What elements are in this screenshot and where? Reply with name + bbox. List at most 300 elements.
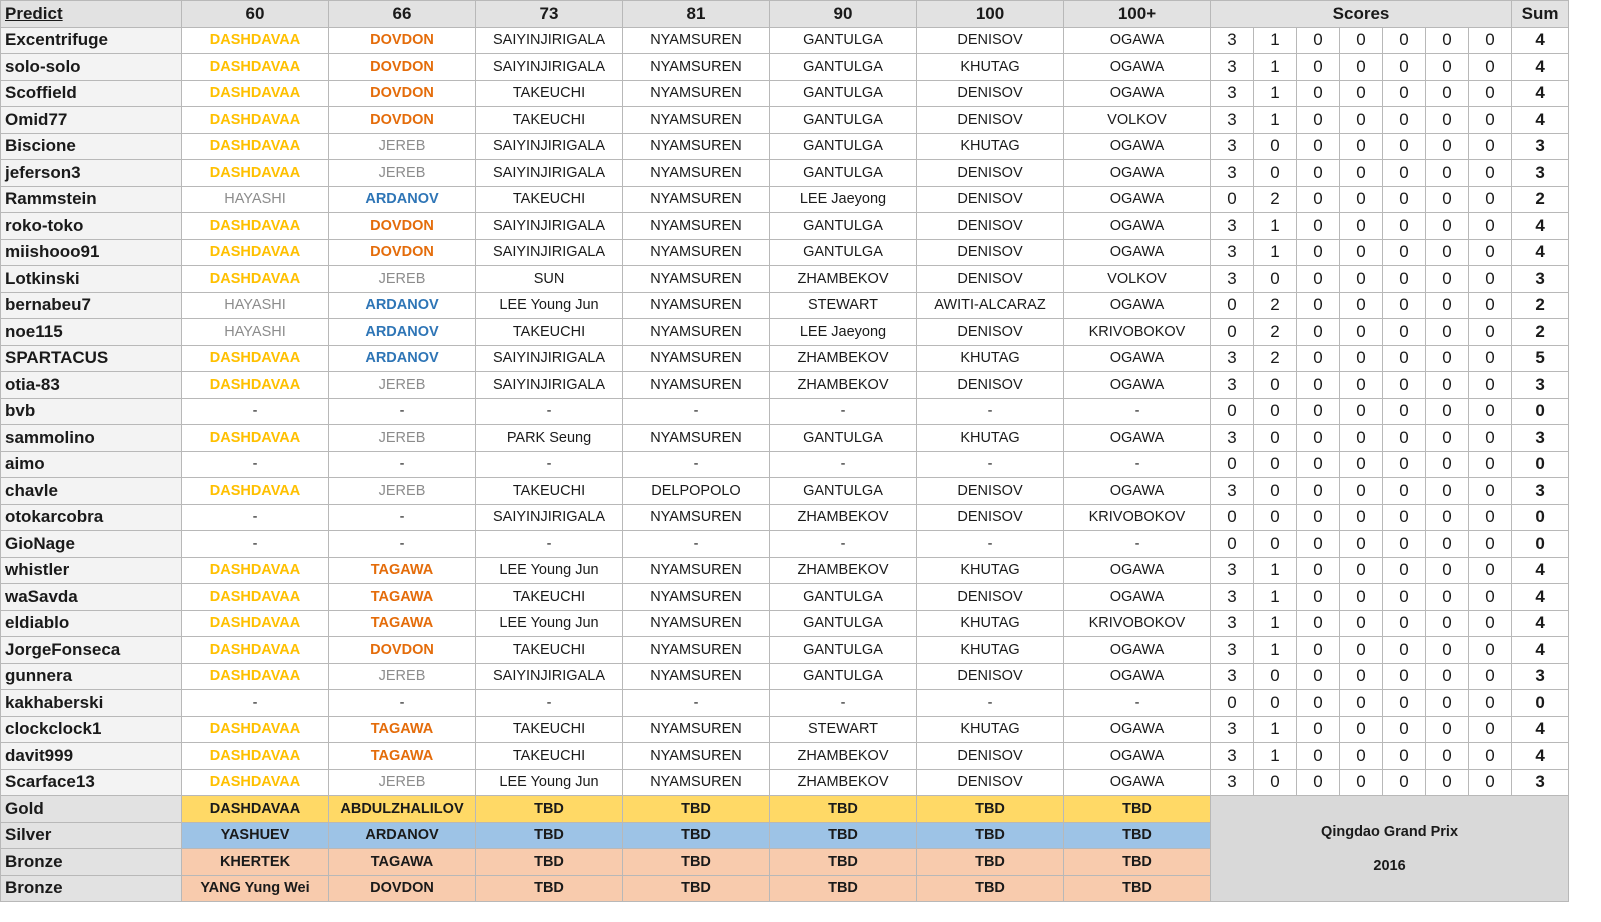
score-cell: 3	[1211, 160, 1254, 187]
score-cell: 0	[1340, 584, 1383, 611]
score-cell: 0	[1297, 769, 1340, 796]
sum-cell: 2	[1512, 292, 1569, 319]
predictor-name: sammolino	[1, 425, 182, 452]
prediction-row	[1, 266, 1569, 293]
score-cell: 0	[1469, 690, 1512, 717]
pick-cell: DASHDAVAA	[182, 610, 329, 637]
sum-cell: 3	[1512, 663, 1569, 690]
score-cell: 0	[1383, 266, 1426, 293]
medal-result-cell: TBD	[623, 822, 770, 849]
pick-cell: AWITI-ALCARAZ	[917, 292, 1064, 319]
sum-cell: 4	[1512, 107, 1569, 134]
score-cell: 0	[1340, 54, 1383, 81]
score-cell: 0	[1426, 584, 1469, 611]
pick-cell: ZHAMBEKOV	[770, 743, 917, 770]
header-row	[1, 1, 1569, 28]
medal-result-cell: TBD	[770, 796, 917, 823]
prediction-row	[1, 27, 1569, 54]
score-cell: 1	[1254, 213, 1297, 240]
prediction-row	[1, 160, 1569, 187]
score-cell: 0	[1383, 425, 1426, 452]
medal-result-cell: TBD	[917, 796, 1064, 823]
pick-cell: DENISOV	[917, 504, 1064, 531]
score-cell: 0	[1340, 107, 1383, 134]
sum-cell: 0	[1512, 398, 1569, 425]
score-cell: 0	[1383, 610, 1426, 637]
score-cell: 0	[1340, 292, 1383, 319]
score-cell: 0	[1254, 663, 1297, 690]
pick-cell: -	[623, 398, 770, 425]
sum-cell: 2	[1512, 319, 1569, 346]
pick-cell: NYAMSUREN	[623, 292, 770, 319]
pick-cell: SAIYINJIRIGALA	[476, 133, 623, 160]
score-cell: 0	[1383, 584, 1426, 611]
score-cell: 0	[1340, 769, 1383, 796]
medal-result-cell: KHERTEK	[182, 849, 329, 876]
score-cell: 0	[1426, 557, 1469, 584]
pick-cell: DASHDAVAA	[182, 266, 329, 293]
sum-cell: 4	[1512, 716, 1569, 743]
score-cell: 0	[1340, 372, 1383, 399]
score-cell: 0	[1383, 80, 1426, 107]
score-cell: 0	[1383, 107, 1426, 134]
score-cell: 1	[1254, 27, 1297, 54]
sum-cell: 3	[1512, 425, 1569, 452]
pick-cell: NYAMSUREN	[623, 557, 770, 584]
pick-cell: DASHDAVAA	[182, 637, 329, 664]
pick-cell: JEREB	[329, 372, 476, 399]
sum-cell: 4	[1512, 80, 1569, 107]
score-cell: 0	[1340, 478, 1383, 505]
score-cell: 0	[1297, 531, 1340, 558]
pick-cell: ZHAMBEKOV	[770, 557, 917, 584]
pick-cell: DENISOV	[917, 213, 1064, 240]
score-cell: 0	[1297, 716, 1340, 743]
score-cell: 1	[1254, 584, 1297, 611]
pick-cell: TAGAWA	[329, 610, 476, 637]
sum-cell: 5	[1512, 345, 1569, 372]
predictor-name: Lotkinski	[1, 266, 182, 293]
sum-cell: 4	[1512, 610, 1569, 637]
pick-cell: -	[182, 690, 329, 717]
prediction-row	[1, 80, 1569, 107]
score-cell: 0	[1426, 239, 1469, 266]
predictor-name: jeferson3	[1, 160, 182, 187]
prediction-row	[1, 716, 1569, 743]
score-cell: 3	[1211, 637, 1254, 664]
pick-cell: -	[329, 398, 476, 425]
pick-cell: DASHDAVAA	[182, 557, 329, 584]
pick-cell: SAIYINJIRIGALA	[476, 160, 623, 187]
score-cell: 0	[1469, 80, 1512, 107]
pick-cell: SAIYINJIRIGALA	[476, 239, 623, 266]
pick-cell: DENISOV	[917, 663, 1064, 690]
score-cell: 0	[1469, 398, 1512, 425]
pick-cell: NYAMSUREN	[623, 372, 770, 399]
pick-cell: GANTULGA	[770, 80, 917, 107]
score-cell: 0	[1469, 769, 1512, 796]
pick-cell: LEE Young Jun	[476, 769, 623, 796]
medal-result-cell: TBD	[770, 849, 917, 876]
pick-cell: -	[329, 504, 476, 531]
prediction-row	[1, 531, 1569, 558]
pick-cell: HAYASHI	[182, 292, 329, 319]
pick-cell: NYAMSUREN	[623, 610, 770, 637]
pick-cell: SAIYINJIRIGALA	[476, 504, 623, 531]
pick-cell: -	[917, 398, 1064, 425]
score-cell: 0	[1426, 372, 1469, 399]
pick-cell: DENISOV	[917, 769, 1064, 796]
prediction-row	[1, 398, 1569, 425]
pick-cell: OGAWA	[1064, 239, 1211, 266]
score-cell: 0	[1383, 345, 1426, 372]
pick-cell: KRIVOBOKOV	[1064, 610, 1211, 637]
score-cell: 0	[1426, 425, 1469, 452]
pick-cell: NYAMSUREN	[623, 80, 770, 107]
score-cell: 0	[1297, 690, 1340, 717]
score-cell: 0	[1383, 531, 1426, 558]
pick-cell: NYAMSUREN	[623, 345, 770, 372]
pick-cell: DASHDAVAA	[182, 107, 329, 134]
pick-cell: DENISOV	[917, 239, 1064, 266]
predictor-name: Omid77	[1, 107, 182, 134]
score-cell: 1	[1254, 80, 1297, 107]
sum-cell: 4	[1512, 213, 1569, 240]
pick-cell: DASHDAVAA	[182, 425, 329, 452]
score-cell: 0	[1426, 398, 1469, 425]
pick-cell: TAKEUCHI	[476, 716, 623, 743]
score-cell: 0	[1383, 716, 1426, 743]
score-cell: 0	[1297, 372, 1340, 399]
medal-result-cell: TBD	[476, 822, 623, 849]
score-cell: 0	[1211, 451, 1254, 478]
pick-cell: -	[770, 690, 917, 717]
pick-cell: NYAMSUREN	[623, 743, 770, 770]
score-cell: 0	[1297, 186, 1340, 213]
pick-cell: -	[329, 531, 476, 558]
pick-cell: NYAMSUREN	[623, 107, 770, 134]
pick-cell: OGAWA	[1064, 80, 1211, 107]
score-cell: 0	[1426, 504, 1469, 531]
pick-cell: DENISOV	[917, 743, 1064, 770]
prediction-row	[1, 133, 1569, 160]
score-cell: 0	[1469, 425, 1512, 452]
medal-result-cell: TBD	[770, 822, 917, 849]
pick-cell: KHUTAG	[917, 54, 1064, 81]
score-cell: 2	[1254, 186, 1297, 213]
score-cell: 0	[1340, 266, 1383, 293]
pick-cell: DOVDON	[329, 80, 476, 107]
pick-cell: DENISOV	[917, 107, 1064, 134]
predictor-name: otia-83	[1, 372, 182, 399]
sum-cell: 3	[1512, 769, 1569, 796]
score-cell: 0	[1469, 637, 1512, 664]
score-cell: 0	[1469, 478, 1512, 505]
score-cell: 0	[1469, 186, 1512, 213]
medal-result-cell: TBD	[1064, 875, 1211, 902]
pick-cell: -	[1064, 451, 1211, 478]
sum-cell: 4	[1512, 239, 1569, 266]
score-cell: 0	[1383, 663, 1426, 690]
pick-cell: JEREB	[329, 663, 476, 690]
pick-cell: DASHDAVAA	[182, 663, 329, 690]
sum-cell: 4	[1512, 743, 1569, 770]
pick-cell: JEREB	[329, 425, 476, 452]
score-cell: 0	[1254, 504, 1297, 531]
category-73-header: 73	[476, 1, 623, 28]
category-100-header: 100	[917, 1, 1064, 28]
pick-cell: VOLKOV	[1064, 107, 1211, 134]
sum-cell: 4	[1512, 637, 1569, 664]
pick-cell: NYAMSUREN	[623, 319, 770, 346]
pick-cell: ZHAMBEKOV	[770, 504, 917, 531]
score-cell: 0	[1426, 716, 1469, 743]
pick-cell: DENISOV	[917, 478, 1064, 505]
score-cell: 0	[1469, 610, 1512, 637]
pick-cell: DOVDON	[329, 239, 476, 266]
medals-body	[1, 796, 1569, 902]
score-cell: 0	[1426, 133, 1469, 160]
pick-cell: OGAWA	[1064, 160, 1211, 187]
predictor-name: whistler	[1, 557, 182, 584]
prediction-row	[1, 637, 1569, 664]
pick-cell: DASHDAVAA	[182, 239, 329, 266]
pick-cell: TAGAWA	[329, 557, 476, 584]
pick-cell: -	[182, 451, 329, 478]
score-cell: 0	[1297, 80, 1340, 107]
score-cell: 0	[1297, 54, 1340, 81]
pick-cell: GANTULGA	[770, 610, 917, 637]
prediction-row	[1, 186, 1569, 213]
sum-cell: 0	[1512, 451, 1569, 478]
prediction-row	[1, 769, 1569, 796]
score-cell: 0	[1469, 345, 1512, 372]
score-cell: 0	[1340, 345, 1383, 372]
pick-cell: NYAMSUREN	[623, 213, 770, 240]
pick-cell: LEE Young Jun	[476, 610, 623, 637]
pick-cell: GANTULGA	[770, 107, 917, 134]
score-cell: 0	[1426, 107, 1469, 134]
sum-cell: 4	[1512, 584, 1569, 611]
score-cell: 0	[1383, 319, 1426, 346]
score-cell: 0	[1254, 478, 1297, 505]
predictor-name: Excentrifuge	[1, 27, 182, 54]
score-cell: 3	[1211, 345, 1254, 372]
category-100plus-header: 100+	[1064, 1, 1211, 28]
sum-cell: 3	[1512, 478, 1569, 505]
score-cell: 3	[1211, 478, 1254, 505]
score-cell: 1	[1254, 107, 1297, 134]
score-cell: 0	[1340, 451, 1383, 478]
pick-cell: KRIVOBOKOV	[1064, 319, 1211, 346]
pick-cell: SAIYINJIRIGALA	[476, 54, 623, 81]
score-cell: 0	[1340, 425, 1383, 452]
pick-cell: KHUTAG	[917, 557, 1064, 584]
score-cell: 0	[1254, 769, 1297, 796]
score-cell: 0	[1254, 160, 1297, 187]
pick-cell: TAKEUCHI	[476, 743, 623, 770]
score-cell: 0	[1383, 557, 1426, 584]
sum-cell: 0	[1512, 504, 1569, 531]
score-cell: 0	[1297, 637, 1340, 664]
pick-cell: OGAWA	[1064, 213, 1211, 240]
predictions-body	[1, 27, 1569, 796]
sum-cell: 3	[1512, 160, 1569, 187]
pick-cell: DASHDAVAA	[182, 27, 329, 54]
score-cell: 0	[1297, 345, 1340, 372]
prediction-row	[1, 557, 1569, 584]
sum-header: Sum	[1512, 1, 1569, 28]
pick-cell: -	[182, 504, 329, 531]
score-cell: 0	[1340, 319, 1383, 346]
prediction-row	[1, 292, 1569, 319]
category-66-header: 66	[329, 1, 476, 28]
sum-cell: 4	[1512, 557, 1569, 584]
predictor-name: davit999	[1, 743, 182, 770]
pick-cell: ZHAMBEKOV	[770, 769, 917, 796]
pick-cell: DENISOV	[917, 266, 1064, 293]
pick-cell: DASHDAVAA	[182, 160, 329, 187]
pick-cell: GANTULGA	[770, 133, 917, 160]
score-cell: 1	[1254, 610, 1297, 637]
pick-cell: DASHDAVAA	[182, 769, 329, 796]
score-cell: 3	[1211, 557, 1254, 584]
pick-cell: DENISOV	[917, 27, 1064, 54]
event-year: 2016	[1373, 857, 1406, 874]
score-cell: 0	[1340, 716, 1383, 743]
pick-cell: -	[770, 531, 917, 558]
score-cell: 0	[1469, 27, 1512, 54]
sum-cell: 4	[1512, 54, 1569, 81]
pick-cell: TAGAWA	[329, 716, 476, 743]
pick-cell: KHUTAG	[917, 610, 1064, 637]
pick-cell: DASHDAVAA	[182, 716, 329, 743]
pick-cell: -	[182, 398, 329, 425]
predictor-name: chavle	[1, 478, 182, 505]
predictor-name: roko-toko	[1, 213, 182, 240]
score-cell: 0	[1426, 637, 1469, 664]
score-cell: 0	[1469, 213, 1512, 240]
pick-cell: -	[329, 451, 476, 478]
score-cell: 0	[1340, 610, 1383, 637]
score-cell: 3	[1211, 213, 1254, 240]
pick-cell: -	[917, 451, 1064, 478]
score-cell: 0	[1426, 292, 1469, 319]
score-cell: 0	[1469, 292, 1512, 319]
predictor-name: gunnera	[1, 663, 182, 690]
score-cell: 0	[1383, 54, 1426, 81]
prediction-row	[1, 743, 1569, 770]
pick-cell: DOVDON	[329, 213, 476, 240]
pick-cell: KRIVOBOKOV	[1064, 504, 1211, 531]
score-cell: 3	[1211, 716, 1254, 743]
pick-cell: -	[476, 690, 623, 717]
pick-cell: JEREB	[329, 478, 476, 505]
medal-label: Gold	[1, 796, 182, 823]
pick-cell: OGAWA	[1064, 27, 1211, 54]
medal-result-cell: TBD	[623, 849, 770, 876]
score-cell: 0	[1383, 398, 1426, 425]
score-cell: 0	[1211, 504, 1254, 531]
prediction-row	[1, 478, 1569, 505]
predictor-name: miishooo91	[1, 239, 182, 266]
medal-result-cell: TAGAWA	[329, 849, 476, 876]
score-cell: 0	[1426, 478, 1469, 505]
predictor-name: Scoffield	[1, 80, 182, 107]
score-cell: 0	[1469, 584, 1512, 611]
prediction-row	[1, 451, 1569, 478]
predictor-name: Biscione	[1, 133, 182, 160]
score-cell: 0	[1297, 27, 1340, 54]
score-cell: 1	[1254, 239, 1297, 266]
prediction-row	[1, 213, 1569, 240]
pick-cell: DASHDAVAA	[182, 372, 329, 399]
score-cell: 0	[1297, 584, 1340, 611]
score-cell: 0	[1297, 557, 1340, 584]
medal-result-cell: TBD	[623, 796, 770, 823]
medal-result-cell: TBD	[917, 875, 1064, 902]
prediction-row	[1, 504, 1569, 531]
score-cell: 1	[1254, 637, 1297, 664]
predictor-name: JorgeFonseca	[1, 637, 182, 664]
category-90-header: 90	[770, 1, 917, 28]
pick-cell: JEREB	[329, 769, 476, 796]
pick-cell: DOVDON	[329, 107, 476, 134]
score-cell: 0	[1426, 213, 1469, 240]
pick-cell: LEE Young Jun	[476, 292, 623, 319]
pick-cell: VOLKOV	[1064, 266, 1211, 293]
score-cell: 0	[1211, 690, 1254, 717]
score-cell: 0	[1426, 319, 1469, 346]
pick-cell: -	[1064, 398, 1211, 425]
score-cell: 0	[1254, 266, 1297, 293]
score-cell: 0	[1211, 398, 1254, 425]
pick-cell: LEE Young Jun	[476, 557, 623, 584]
score-cell: 2	[1254, 319, 1297, 346]
medal-result-cell: TBD	[623, 875, 770, 902]
score-cell: 0	[1426, 54, 1469, 81]
score-cell: 0	[1383, 239, 1426, 266]
score-cell: 0	[1297, 160, 1340, 187]
score-cell: 0	[1383, 133, 1426, 160]
pick-cell: OGAWA	[1064, 716, 1211, 743]
score-cell: 0	[1426, 769, 1469, 796]
event-title: Qingdao Grand Prix	[1321, 823, 1459, 840]
prediction-row	[1, 239, 1569, 266]
sum-cell: 3	[1512, 266, 1569, 293]
predictor-name: eldiablo	[1, 610, 182, 637]
score-cell: 0	[1469, 239, 1512, 266]
score-cell: 0	[1426, 743, 1469, 770]
pick-cell: GANTULGA	[770, 584, 917, 611]
medal-result-cell: TBD	[770, 875, 917, 902]
score-cell: 3	[1211, 80, 1254, 107]
pick-cell: GANTULGA	[770, 54, 917, 81]
score-cell: 2	[1254, 292, 1297, 319]
pick-cell: JEREB	[329, 160, 476, 187]
predict-header: Predict	[1, 1, 182, 28]
score-cell: 0	[1340, 133, 1383, 160]
pick-cell: -	[329, 690, 476, 717]
pick-cell: DENISOV	[917, 319, 1064, 346]
medal-result-cell: TBD	[1064, 822, 1211, 849]
pick-cell: TAKEUCHI	[476, 584, 623, 611]
score-cell: 0	[1297, 743, 1340, 770]
pick-cell: -	[476, 451, 623, 478]
pick-cell: DASHDAVAA	[182, 80, 329, 107]
medal-result-cell: DOVDON	[329, 875, 476, 902]
pick-cell: GANTULGA	[770, 425, 917, 452]
